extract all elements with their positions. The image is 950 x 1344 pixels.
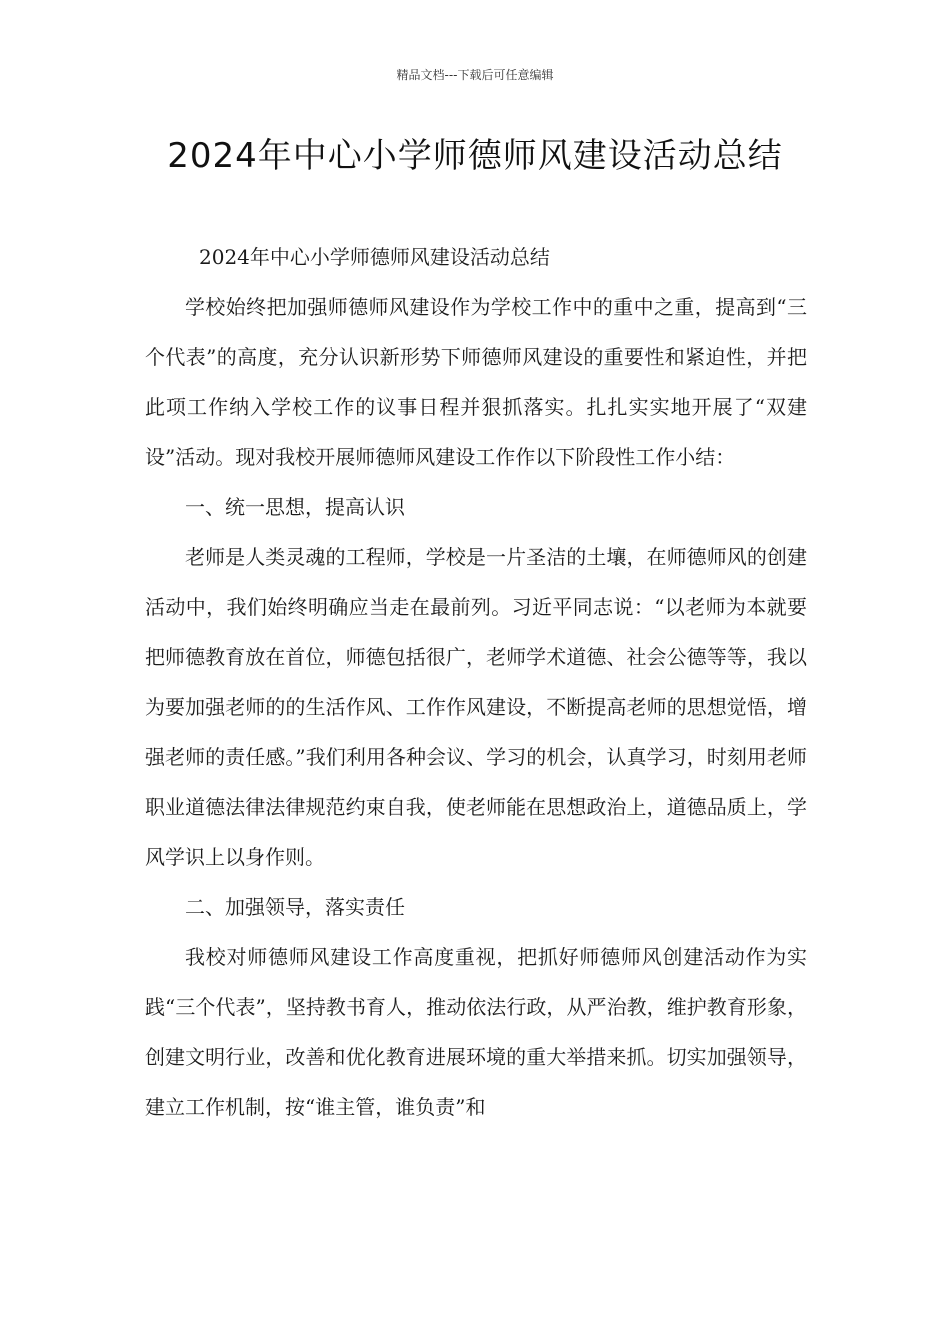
section-heading-1: 一、统一思想，提高认识 [185, 495, 405, 519]
page-header-note: 精品文档---下载后可任意编辑 [396, 68, 554, 82]
document-title: 2024年中心小学师德师风建设活动总结 [167, 136, 783, 176]
section-1-paragraph: 老师是人类灵魂的工程师，学校是一片圣洁的土壤，在师德师风的创建活动中，我们始终明确应当走在最前列。习近平同志说：“以老师为本就要把师德教育放在首位，师德包括很广，老师学术道德、社会公德等等，我以为要加强老师的的生活作风、工作作风建设，不断提高老师的思想觉悟，增强老师的责任感。”我们利用各种会议、学习的机会，认真学习，时刻用老师职业道德法律法律规范约束自我，使老师能在思想政治上，道德品质上，学风学识上以身作则。 [145, 545, 807, 869]
document-subtitle: 2024年中心小学师德师风建设活动总结 [199, 245, 550, 269]
section-heading-2: 二、加强领导，落实责任 [185, 895, 405, 919]
intro-paragraph: 学校始终把加强师德师风建设作为学校工作中的重中之重，提高到“三个代表”的高度，充分认识新形势下师德师风建设的重要性和紧迫性，并把此项工作纳入学校工作的议事日程并狠抓落实。扎扎实实地开展了“双建设”活动。现对我校开展师德师风建设工作作以下阶段性工作小结： [145, 295, 807, 469]
document-body [145, 232, 807, 1132]
section-2-paragraph: 我校对师德师风建设工作高度重视，把抓好师德师风创建活动作为实践“三个代表”，坚持教书育人，推动依法行政，从严治教，维护教育形象，创建文明行业，改善和优化教育进展环境的重大举措来抓。切实加强领导，建立工作机制，按“谁主管，谁负责”和 [145, 945, 807, 1119]
